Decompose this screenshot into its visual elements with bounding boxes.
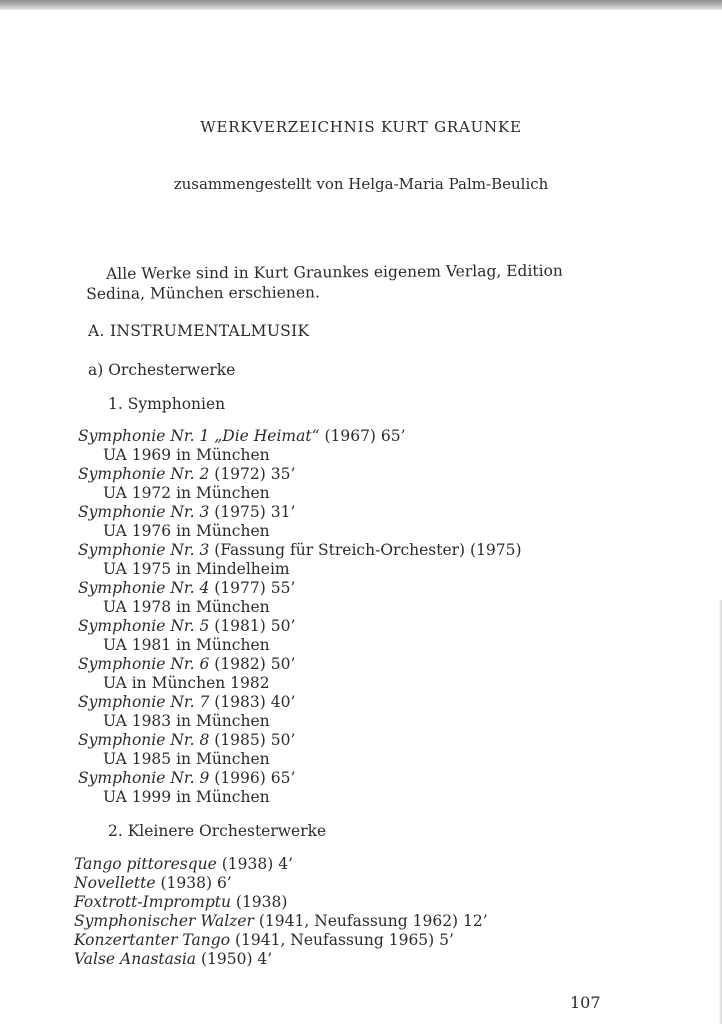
section-heading: A. INSTRUMENTALMUSIK bbox=[88, 322, 310, 340]
work-details: (1967) 65’ bbox=[319, 427, 406, 445]
work-entry bbox=[78, 769, 522, 807]
group-heading-symphonien: 1. Symphonien bbox=[108, 395, 226, 413]
work-details: (1981) 50’ bbox=[209, 617, 296, 635]
premiere-info: UA in München 1982 bbox=[103, 674, 270, 692]
work-details: (1972) 35’ bbox=[209, 465, 296, 483]
work-details: (1975) 31’ bbox=[209, 503, 296, 521]
subsection-heading: a) Orchesterwerke bbox=[88, 361, 236, 379]
work-entry bbox=[78, 465, 522, 503]
premiere-info: UA 1999 in München bbox=[103, 788, 270, 806]
work-title: Symphonie Nr. 9 bbox=[78, 769, 210, 787]
page-subtitle: zusammengestellt von Helga-Maria Palm-Beulich bbox=[173, 175, 549, 193]
work-entry bbox=[74, 950, 488, 969]
group-heading-kleinere-orchesterwerke: 2. Kleinere Orchesterwerke bbox=[108, 822, 327, 840]
work-title: Valse Anastasia bbox=[74, 950, 197, 968]
work-details: (1985) 50’ bbox=[209, 731, 296, 749]
work-entry bbox=[78, 427, 522, 465]
work-entry bbox=[78, 731, 522, 769]
work-entry bbox=[74, 893, 488, 912]
work-title: Symphonie Nr. 3 bbox=[78, 503, 210, 521]
work-entry bbox=[78, 655, 522, 693]
page-title: WERKVERZEICHNIS KURT GRAUNKE bbox=[200, 118, 522, 136]
premiere-info: UA 1985 in München bbox=[103, 750, 270, 768]
work-title: Foxtrott-Impromptu bbox=[74, 893, 231, 911]
work-title: Symphonie Nr. 7 bbox=[78, 693, 210, 711]
premiere-info: UA 1981 in München bbox=[103, 636, 270, 654]
work-title: Novellette bbox=[74, 874, 156, 892]
work-details: (1938) 4’ bbox=[216, 855, 294, 873]
work-title: Symphonischer Walzer bbox=[74, 912, 254, 930]
work-details: (1941, Neufassung 1965) 5’ bbox=[230, 931, 454, 949]
work-entry bbox=[78, 693, 522, 731]
work-title: Symphonie Nr. 5 bbox=[78, 617, 210, 635]
premiere-info: UA 1972 in München bbox=[103, 484, 270, 502]
work-title: Tango pittoresque bbox=[74, 855, 217, 873]
work-entry bbox=[78, 503, 522, 541]
work-details: (1950) 4’ bbox=[196, 950, 273, 968]
premiere-info: UA 1976 in München bbox=[103, 522, 270, 540]
work-entry bbox=[74, 855, 488, 874]
work-entry bbox=[74, 912, 488, 931]
work-details: (1941, Neufassung 1962) 12’ bbox=[253, 912, 488, 930]
intro-paragraph: Alle Werke sind in Kurt Graunkes eigenem Verlag, Edition Sedina, München erschienen. bbox=[86, 261, 563, 303]
work-title: Symphonie Nr. 6 bbox=[78, 655, 210, 673]
premiere-info: UA 1969 in München bbox=[103, 446, 270, 464]
work-title: Symphonie Nr. 1 „Die Heimat“ bbox=[78, 427, 320, 445]
work-details: (1938) 6’ bbox=[155, 874, 232, 892]
premiere-info: UA 1978 in München bbox=[103, 598, 270, 616]
page-number: 107 bbox=[570, 993, 601, 1012]
work-title: Symphonie Nr. 2 bbox=[78, 465, 210, 483]
work-entry bbox=[74, 931, 488, 950]
work-entry bbox=[78, 541, 522, 579]
work-entry bbox=[78, 617, 522, 655]
work-details: (1938) bbox=[230, 893, 288, 911]
work-details: (1982) 50’ bbox=[209, 655, 296, 673]
work-title: Symphonie Nr. 3 bbox=[78, 541, 210, 559]
symphony-list bbox=[78, 427, 522, 807]
work-title: Konzertanter Tango bbox=[74, 931, 231, 949]
work-details: (1983) 40’ bbox=[209, 693, 296, 711]
work-details: (1977) 55’ bbox=[209, 579, 296, 597]
work-entry bbox=[78, 579, 522, 617]
work-details: (1996) 65’ bbox=[209, 769, 296, 787]
work-title: Symphonie Nr. 8 bbox=[78, 731, 210, 749]
small-orchestral-list bbox=[74, 855, 488, 969]
work-entry bbox=[74, 874, 488, 893]
work-details: (Fassung für Streich-Orchester) (1975) bbox=[209, 541, 522, 559]
work-title: Symphonie Nr. 4 bbox=[78, 579, 210, 597]
premiere-info: UA 1975 in Mindelheim bbox=[103, 560, 290, 578]
premiere-info: UA 1983 in München bbox=[103, 712, 270, 730]
